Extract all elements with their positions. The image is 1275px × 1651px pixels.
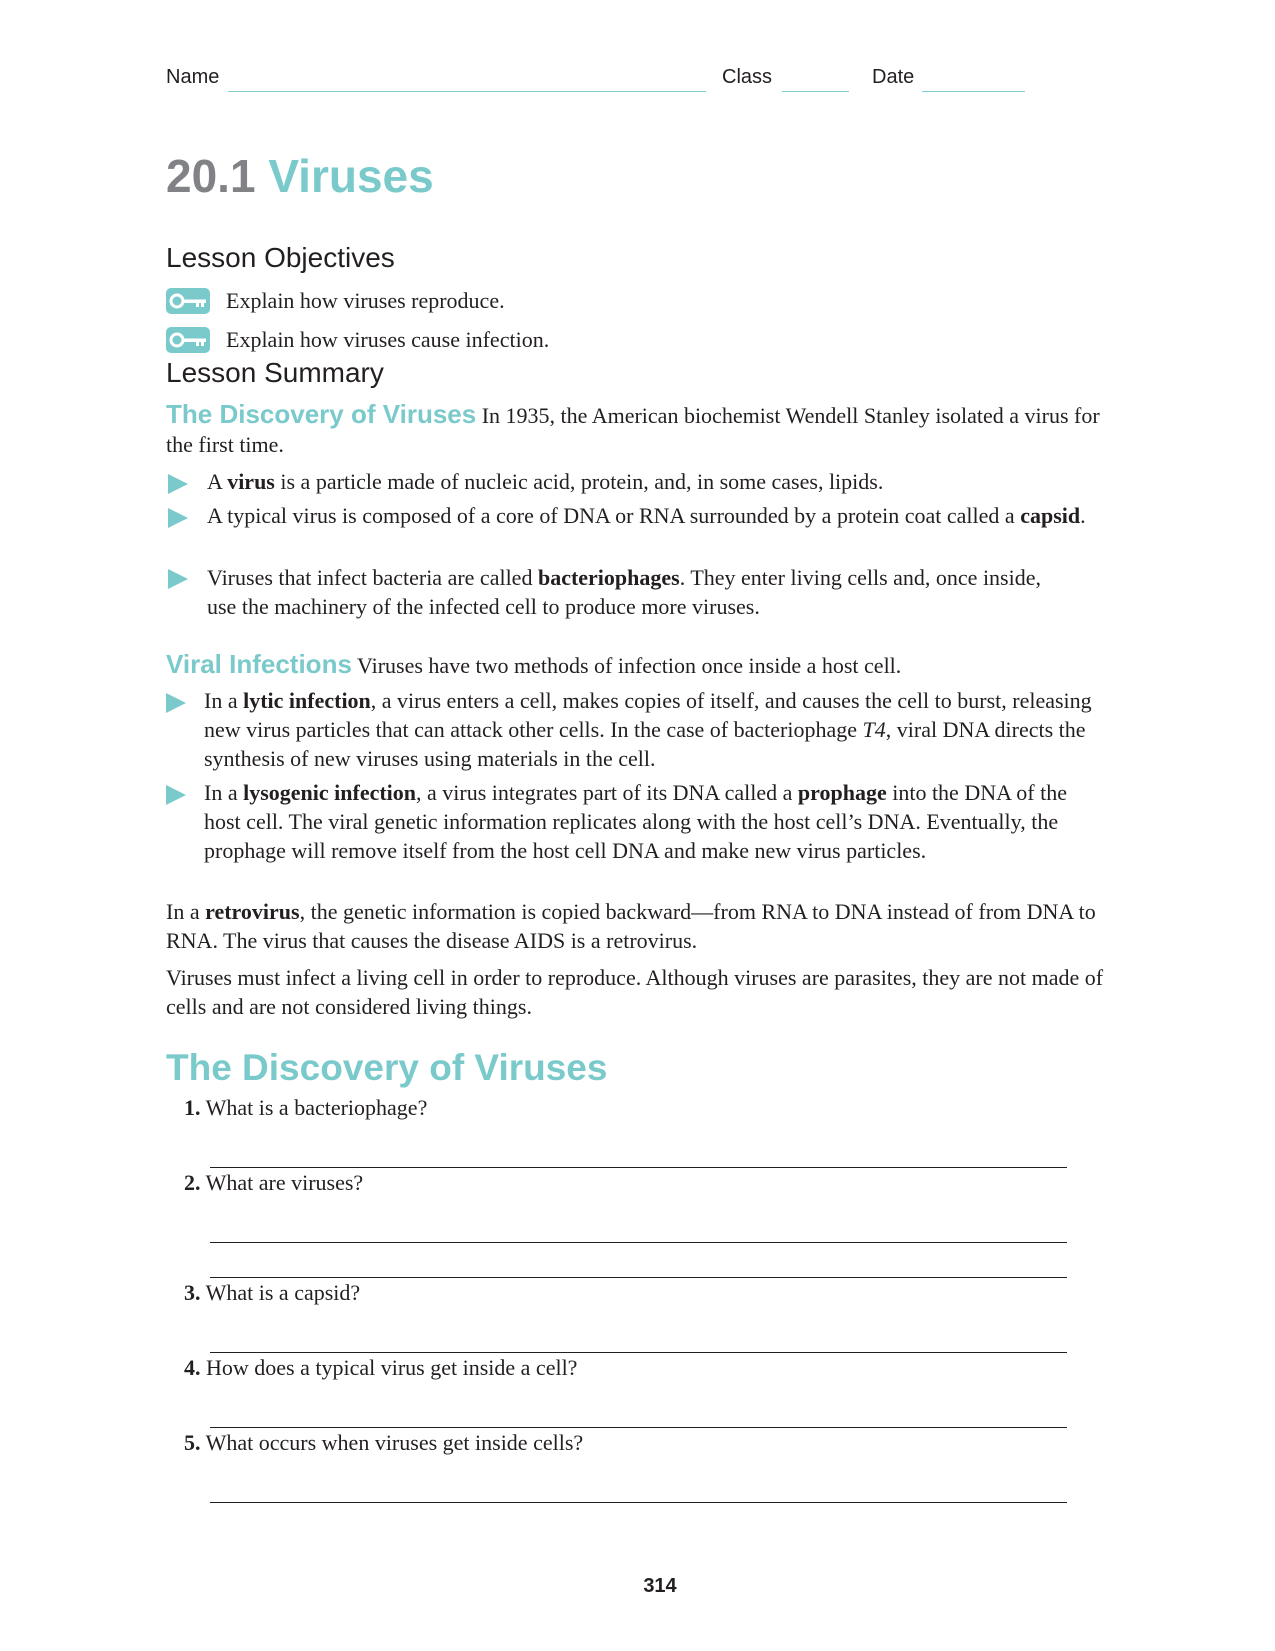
text: . xyxy=(1080,503,1086,528)
bullet-arrow-icon xyxy=(166,693,186,713)
infections-subhead: Viral Infections xyxy=(166,649,352,679)
text: Viruses that infect bacteria are called xyxy=(207,565,538,590)
key-icon xyxy=(166,327,210,353)
question-5 xyxy=(184,1428,583,1457)
bullet-item xyxy=(207,501,1102,530)
discovery-intro-text: In 1935, the American biochemist Wendell Stanley isolated a virus for the first time. xyxy=(166,403,1100,457)
objective-text: Explain how viruses reproduce. xyxy=(226,288,505,313)
bullet-item xyxy=(207,563,1067,621)
question-number: 1. xyxy=(184,1095,201,1120)
question-number: 4. xyxy=(184,1355,201,1380)
term-virus: virus xyxy=(227,469,275,494)
question-2 xyxy=(184,1168,363,1197)
text: In a xyxy=(204,780,244,805)
text: , a virus enters a cell, makes copies of itself, and causes the cell to burst, releasing new virus particles that can attack other cells. In the case of bacteriophage xyxy=(204,688,1092,742)
name-label: Name xyxy=(166,66,220,88)
text: , viral DNA directs the synthesis of new viruses using materials in the cell. xyxy=(204,717,1086,771)
text: In a xyxy=(166,899,206,924)
retrovirus-paragraph xyxy=(166,897,1121,955)
question-text: How does a typical virus get inside a cell? xyxy=(206,1355,578,1380)
text: In a xyxy=(204,688,244,713)
term-lysogenic-infection: lysogenic infection xyxy=(243,780,417,805)
chapter-title: Viruses xyxy=(268,150,434,202)
key-icon xyxy=(166,288,210,314)
infections-intro-text: Viruses have two methods of infection once inside a host cell. xyxy=(357,653,902,678)
class-label: Class xyxy=(722,66,773,88)
objective-text: Explain how viruses cause infection. xyxy=(226,327,550,352)
term-prophage: prophage xyxy=(797,780,887,805)
name-field[interactable] xyxy=(228,91,706,92)
summary-heading: Lesson Summary xyxy=(166,357,384,388)
answer-line[interactable] xyxy=(210,1242,1067,1243)
text: into the DNA of the host cell. The viral genetic information replicates along with the host cell’s DNA. Eventually, the prophage will remove itself from the host cell DNA and make new virus particles. xyxy=(204,780,1067,863)
bullet-arrow-icon xyxy=(168,508,188,528)
closing-paragraph: Viruses must infect a living cell in order to reproduce. Although viruses are parasites, they are not made of cells and are not considered living things. xyxy=(166,965,1104,1019)
question-number: 5. xyxy=(184,1430,201,1455)
discovery-subhead: The Discovery of Viruses xyxy=(166,399,477,429)
bullet-arrow-icon xyxy=(166,785,186,805)
text: A xyxy=(207,469,228,494)
question-number: 2. xyxy=(184,1170,201,1195)
infections-intro xyxy=(166,650,1116,680)
question-text: What occurs when viruses get inside cells? xyxy=(205,1430,584,1455)
term-lytic-infection: lytic infection xyxy=(243,688,371,713)
term-capsid: capsid xyxy=(1020,503,1081,528)
objectives-heading: Lesson Objectives xyxy=(166,242,395,273)
text: . They enter living cells and, once inside, use the machinery of the infected cell to produce more viruses. xyxy=(207,565,1041,619)
date-label: Date xyxy=(872,66,915,88)
question-text: What are viruses? xyxy=(205,1170,364,1195)
questions-section-title: The Discovery of Viruses xyxy=(166,1047,608,1088)
objective-item xyxy=(166,326,549,354)
term-retrovirus: retrovirus xyxy=(205,899,300,924)
page-title xyxy=(166,148,434,204)
question-text: What is a bacteriophage? xyxy=(205,1095,428,1120)
text: , the genetic information is copied backward—from RNA to DNA instead of from DNA to RNA. The virus that causes the disease AIDS is a retrovirus. xyxy=(166,899,1096,953)
date-field[interactable] xyxy=(922,91,1025,92)
bullet-arrow-icon xyxy=(168,569,188,589)
discovery-intro xyxy=(166,400,1116,459)
class-field[interactable] xyxy=(782,91,849,92)
question-4 xyxy=(184,1353,577,1382)
bullet-arrow-icon xyxy=(168,474,188,494)
chapter-number: 20.1 xyxy=(166,150,256,202)
question-3 xyxy=(184,1278,360,1307)
question-number: 3. xyxy=(184,1280,201,1305)
objective-item xyxy=(166,287,505,315)
question-1 xyxy=(184,1093,427,1122)
term-bacteriophages: bacteriophages xyxy=(537,565,680,590)
text: is a particle made of nucleic acid, protein, and, in some cases, lipids. xyxy=(274,469,884,494)
term-t4: T4 xyxy=(862,717,886,742)
answer-line[interactable] xyxy=(210,1502,1067,1503)
bullet-item xyxy=(204,778,1094,865)
text: , a virus integrates part of its DNA called a xyxy=(416,780,798,805)
question-text: What is a capsid? xyxy=(205,1280,361,1305)
bullet-item xyxy=(207,467,1107,496)
bullet-item xyxy=(204,686,1104,773)
text: A typical virus is composed of a core of DNA or RNA surrounded by a protein coat called a xyxy=(207,503,1021,528)
page-number: 314 xyxy=(643,1575,677,1597)
